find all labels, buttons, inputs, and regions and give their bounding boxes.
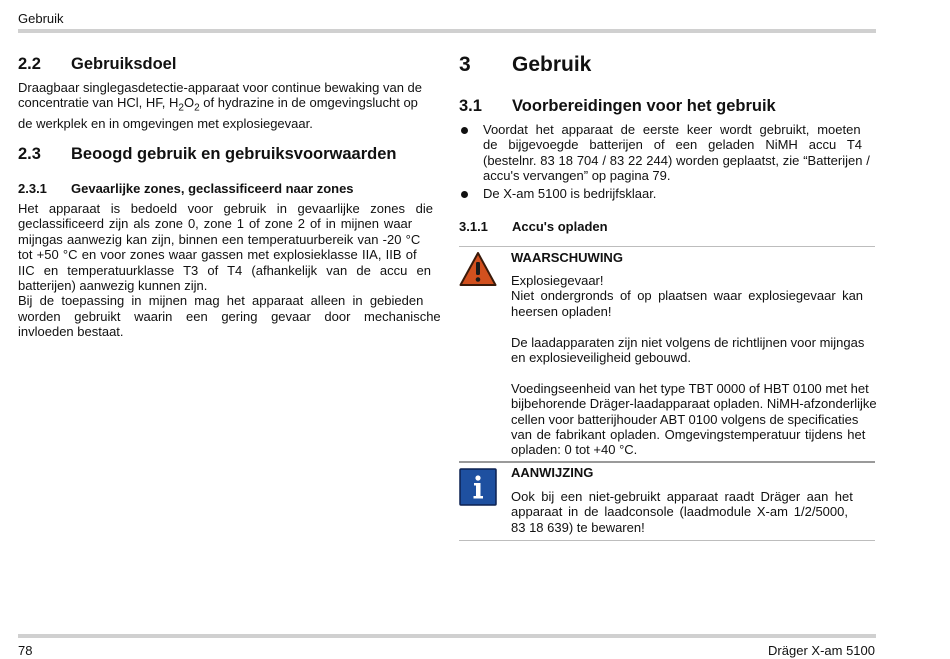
text-line: Ook bij een niet-gebruikt apparaat raadt Dräger aan het — [511, 489, 853, 504]
hazard-zones-paragraph — [18, 201, 441, 340]
text-line: en explosieveiligheid gebouwd. — [511, 350, 691, 366]
text-line: bijbehorende Dräger-laadapparaat opladen. NiMH-afzonderlijke — [511, 396, 877, 412]
text-line: apparaat in de laadconsole (laadmodule X-am 1/2/5000, — [511, 504, 848, 520]
notice-top-rule — [459, 461, 875, 463]
bullet-text: Voordat het apparaat de eerste keer wordt gebruikt, moeten de bijgevoegde batterijen of een geladen NiMH accu T4 (bestelnr. 83 18 704 / 83 22 244) worden geplaatst, zie “Batterijen / accu's vervangen” op pagina 79. — [483, 122, 870, 184]
section-number: 2.3.1 — [18, 181, 47, 196]
bullet-icon — [461, 191, 468, 198]
chapter-title: Gebruik — [512, 53, 592, 76]
section-number: 3.1.1 — [459, 219, 488, 234]
warning-top-rule — [459, 246, 875, 247]
section-number: 3.1 — [459, 97, 482, 115]
text-line: Het apparaat is bedoeld voor gebruik in gevaarlijke zones die — [18, 201, 433, 216]
notice-title: AANWIJZING — [511, 465, 594, 480]
text-line: Explosiegevaar! — [511, 273, 604, 288]
warning-text — [511, 273, 875, 458]
bullet-icon — [461, 127, 468, 134]
running-head: Gebruik — [18, 11, 64, 26]
warning-triangle-icon — [459, 251, 497, 287]
bullet-item — [459, 186, 875, 202]
footer-rule — [18, 634, 876, 638]
text-line: van de fabrikant opladen. Omgevingstemperatuur tijdens het — [511, 427, 866, 443]
text-line: invloeden bestaat. — [18, 324, 124, 340]
text-line: concentratie van HCl, HF, $H_2O_2$ of hydrazine in de omgevingslucht op — [18, 95, 418, 114]
text-line: opladen: 0 tot +40 °C. — [511, 442, 638, 458]
text-line: cellen voor batterijhouder ABT 0100 volgens de specificaties — [511, 411, 859, 427]
warning-title: WAARSCHUWING — [511, 250, 623, 265]
text-line: mijngas aanwezig kan zijn, binnen een temperatuurbereik van -20 °C — [18, 231, 421, 247]
section-title: Accu's opladen — [512, 219, 608, 234]
text-line: Voedingseenheid van het type TBT 0000 of HBT 0100 met het — [511, 380, 869, 396]
page-number: 78 — [18, 643, 33, 658]
section-title: Beoogd gebruik en gebruiksvoorwaarden — [71, 145, 397, 163]
text-line: Draagbaar singlegasdetectie-apparaat voor continue bewaking van de — [18, 80, 422, 95]
text-line: Bij de toepassing in mijnen mag het apparaat alleen in gebieden — [18, 293, 424, 309]
chapter-number: 3 — [459, 53, 471, 76]
text-line: worden gebruikt waarin een gering gevaar door mechanische — [18, 308, 441, 324]
notice-bottom-rule — [459, 540, 875, 541]
bullet-item — [459, 122, 875, 184]
text-line: heersen opladen! — [511, 303, 612, 319]
product-name: Dräger X-am 5100 — [768, 643, 875, 658]
text-line: Niet ondergronds of op plaatsen waar explosiegevaar kan — [511, 288, 864, 304]
section-title: Gebruiksdoel — [71, 55, 177, 73]
section-number: 2.3 — [18, 145, 41, 163]
text-line: tot +50 °C en voor zones waar gassen met explosieklasse IIA, IIB of — [18, 247, 417, 263]
section-title: Voorbereidingen voor het gebruik — [512, 97, 776, 115]
text-line: de werkplek en in omgevingen met explosiegevaar. — [18, 116, 313, 132]
section-number: 2.2 — [18, 55, 41, 73]
purpose-paragraph — [18, 80, 435, 132]
text-line: 83 18 639) te bewaren! — [511, 519, 645, 535]
section-title: Gevaarlijke zones, geclassificeerd naar zones — [71, 181, 354, 196]
text-line: IIC en temperatuurklasse T3 of T4 (afhankelijk van de accu en — [18, 262, 431, 278]
text-line: De laadapparaten zijn niet volgens de richtlijnen voor mijngas — [511, 334, 865, 350]
text-line: batterijen) aanwezig kunnen zijn. — [18, 278, 208, 294]
notice-text — [511, 489, 875, 535]
info-icon — [459, 468, 497, 506]
text-line: geclassificeerd zijn als zone 0, zone 1 of zone 2 of in mijnen waar — [18, 216, 413, 232]
bullet-text: De X-am 5100 is bedrijfsklaar. — [483, 186, 657, 201]
header-rule — [18, 29, 876, 33]
